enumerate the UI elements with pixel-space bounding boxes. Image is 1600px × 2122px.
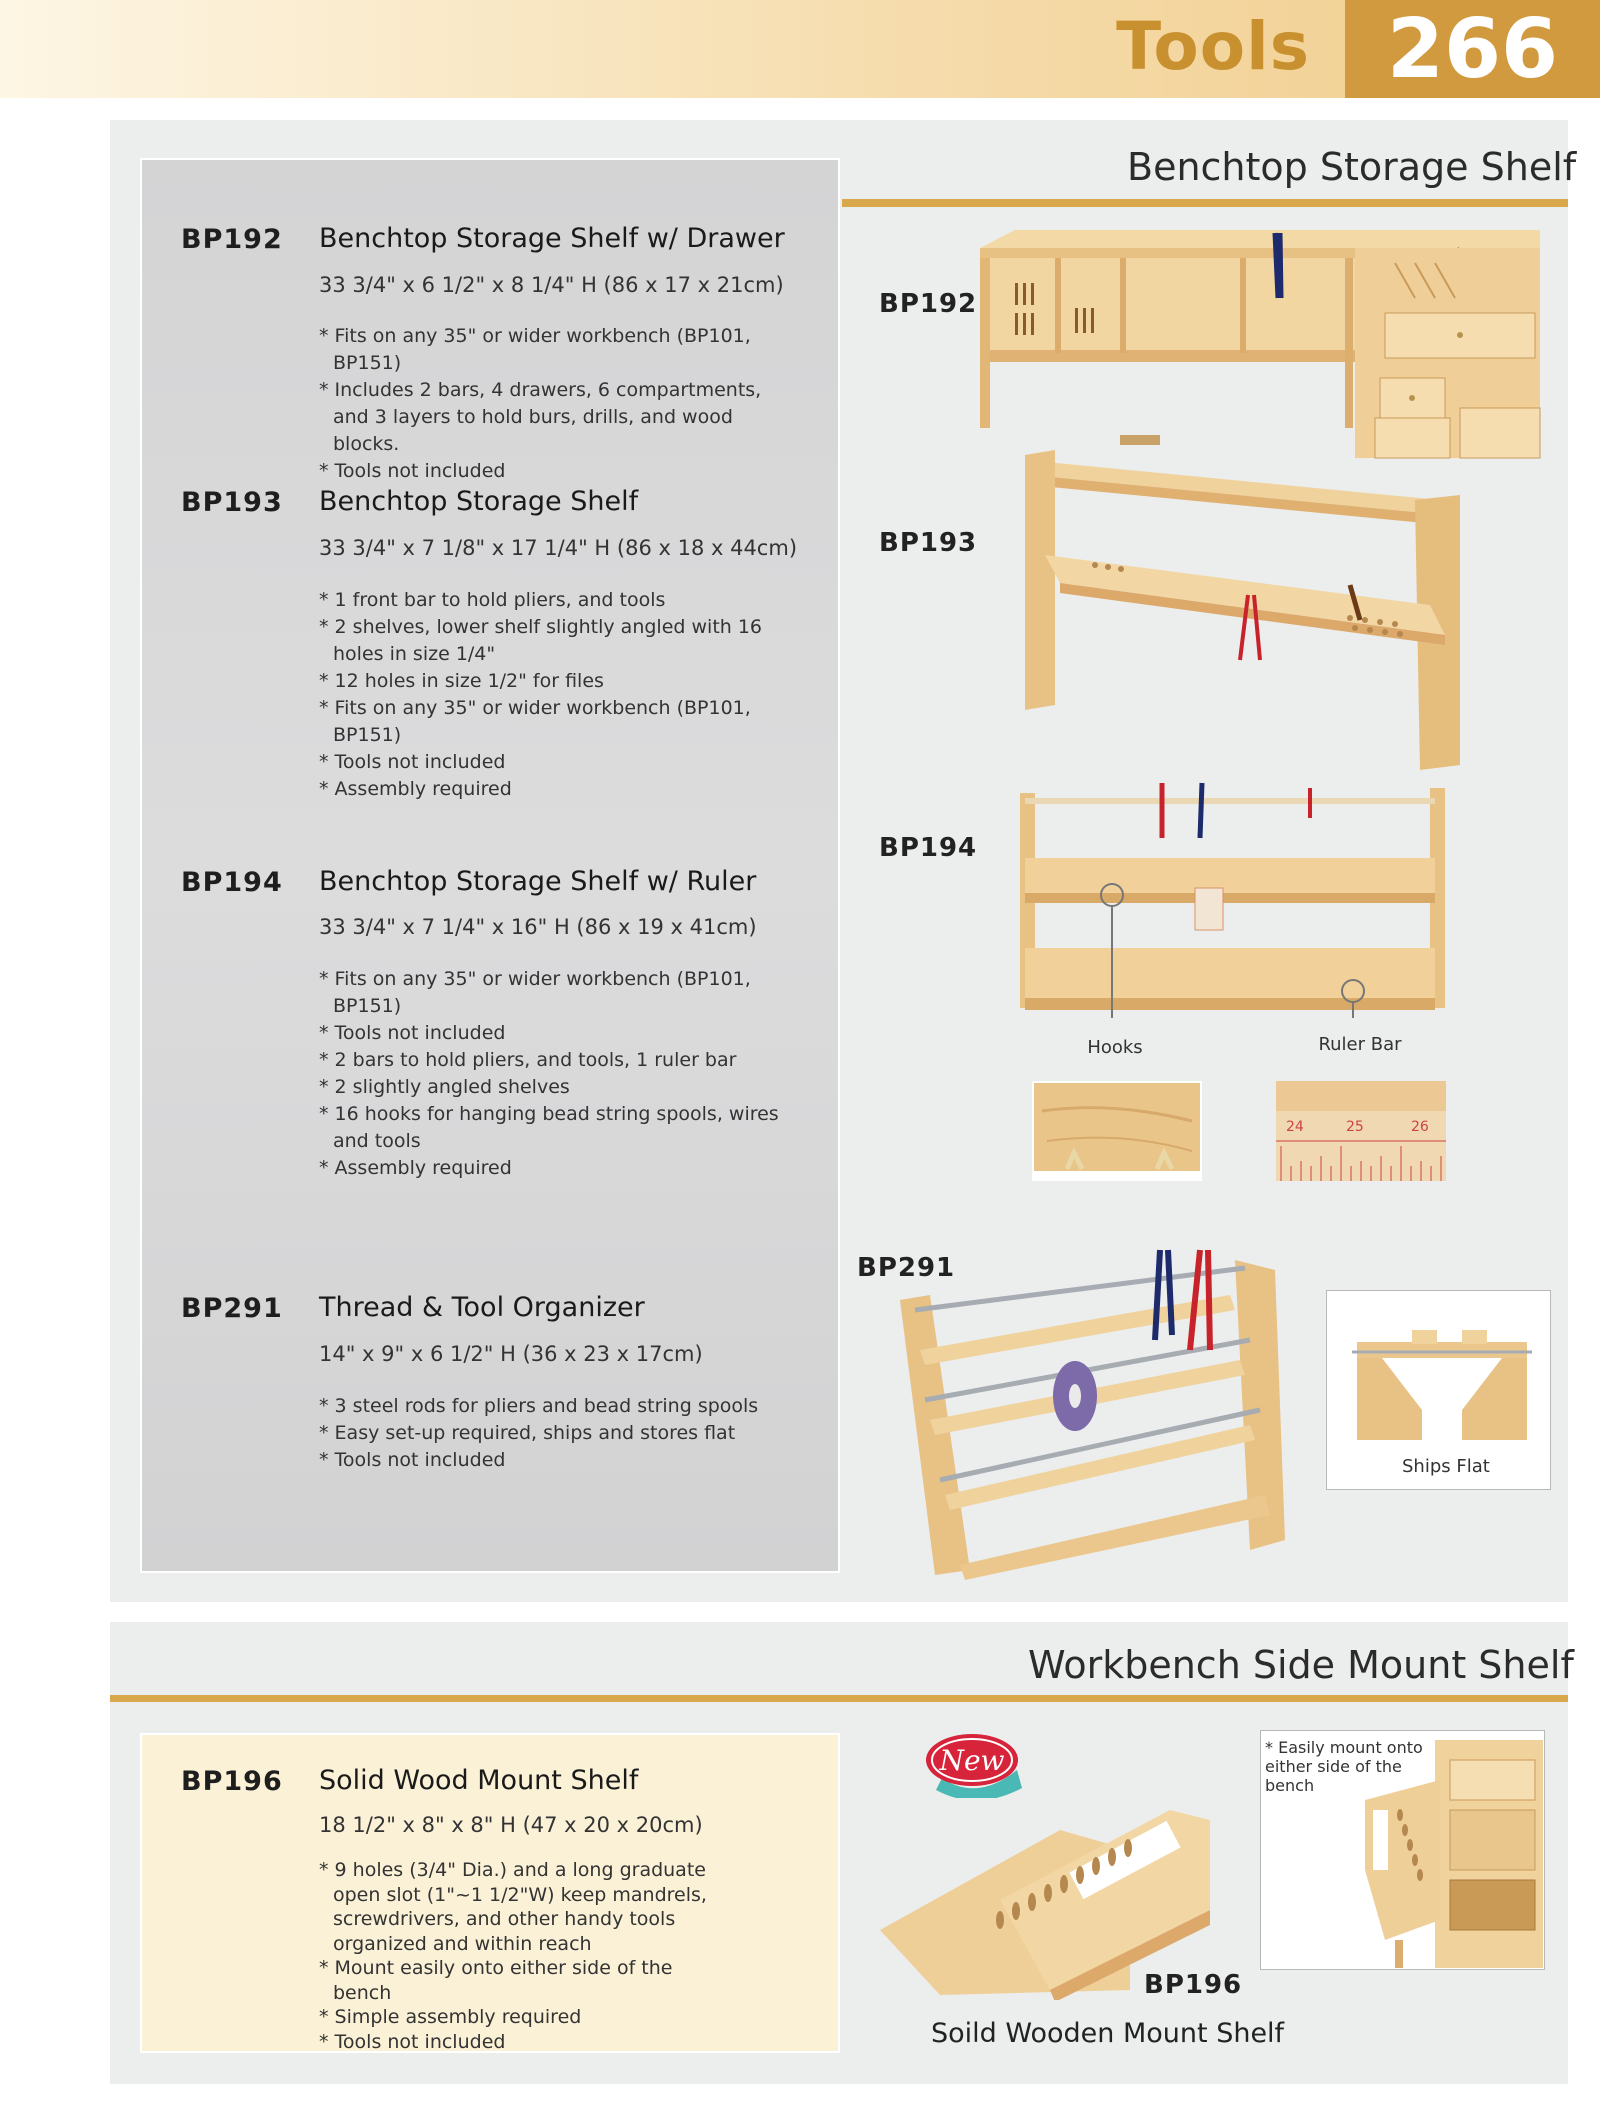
feature-list [319, 1393, 799, 1474]
product-dimensions: 33 3/4" x 7 1/8" x 17 1/4" H (86 x 18 x 44cm) [319, 536, 798, 560]
bp192-shelf-photo [975, 228, 1545, 460]
feature-item: * Tools not included [319, 2030, 506, 2053]
section-title-benchtop: Benchtop Storage Shelf [1127, 145, 1577, 189]
bp194-shelf-photo [1010, 778, 1450, 1018]
image-code-bp192: BP192 [879, 289, 978, 319]
feature-list [319, 1858, 719, 2054]
product-title: Thread & Tool Organizer [319, 1292, 645, 1323]
ships-flat-caption: Ships Flat [1402, 1456, 1490, 1477]
mount-note: * Easily mount onto either side of the bench [1265, 1738, 1423, 1795]
section-name: Tools [1116, 8, 1310, 85]
feature-item: * Simple assembly required [319, 2006, 582, 2028]
ruler-tick-label: 25 [1346, 1119, 1364, 1135]
product-title: Benchtop Storage Shelf w/ Ruler [319, 866, 757, 897]
product-code: BP196 [181, 1766, 283, 1797]
product-code: BP194 [181, 867, 283, 898]
product-dimensions: 18 1/2" x 8" x 8" H (47 x 20 x 20cm) [319, 1813, 703, 1837]
bp196-image-caption: Soild Wooden Mount Shelf [931, 2018, 1285, 2049]
bp193-shelf-photo [1010, 435, 1470, 770]
feature-item: * 1 front bar to hold pliers, and tools [319, 589, 666, 611]
page-number: 266 [1345, 0, 1600, 98]
feature-item: * 9 holes (3/4" Dia.) and a long graduate open slot (1"~1 1/2"W) keep mandrels, screwdrivers, and other handy tools organized and within reach [319, 1859, 707, 1955]
ruler-bar-label: Ruler Bar [1318, 1034, 1402, 1055]
product-title: Solid Wood Mount Shelf [319, 1765, 639, 1796]
new-badge-text: New [939, 1744, 1005, 1777]
feature-item: * 16 hooks for hanging bead string spools, wires and tools [319, 1103, 779, 1152]
feature-item: * 2 shelves, lower shelf slightly angled with 16 holes in size 1/4" [319, 616, 763, 665]
feature-list [319, 966, 789, 1182]
product-code: BP193 [181, 487, 283, 518]
feature-item: * Easy set-up required, ships and stores flat [319, 1422, 736, 1444]
image-code-bp193: BP193 [879, 528, 978, 558]
feature-list [319, 587, 799, 803]
feature-item: * 2 bars to hold pliers, and tools, 1 ruler bar [319, 1049, 737, 1071]
feature-item: * Tools not included [319, 460, 506, 482]
ruler-tick-label: 24 [1286, 1119, 1304, 1135]
product-dimensions: 33 3/4" x 7 1/4" x 16" H (86 x 19 x 41cm) [319, 915, 757, 939]
bp291-organizer-photo [890, 1240, 1290, 1580]
feature-item: * Tools not included [319, 1022, 506, 1044]
feature-item: * Fits on any 35" or wider workbench (BP101, BP151) [319, 697, 751, 746]
product-title: Benchtop Storage Shelf w/ Drawer [319, 223, 785, 254]
ruler-tick-label: 26 [1411, 1119, 1429, 1135]
section-title-side-mount: Workbench Side Mount Shelf [1028, 1643, 1574, 1687]
feature-item: * Assembly required [319, 778, 512, 800]
feature-item: * Mount easily onto either side of the bench [319, 1957, 673, 2004]
feature-item: * 2 slightly angled shelves [319, 1076, 570, 1098]
product-dimensions: 14" x 9" x 6 1/2" H (36 x 23 x 17cm) [319, 1342, 703, 1366]
feature-item: * 12 holes in size 1/2" for files [319, 670, 604, 692]
hooks-label: Hooks [1087, 1037, 1143, 1058]
image-code-bp291: BP291 [857, 1253, 956, 1283]
section-rule [842, 199, 1568, 207]
section-rule [110, 1695, 1568, 1702]
product-code: BP192 [181, 224, 283, 255]
feature-item: * Tools not included [319, 751, 506, 773]
ruler-detail-photo [1276, 1081, 1446, 1181]
feature-item: * Tools not included [319, 1449, 506, 1471]
hooks-detail-photo [1032, 1081, 1202, 1181]
bp196-mount-shelf-photo [880, 1790, 1210, 2000]
product-dimensions: 33 3/4" x 6 1/2" x 8 1/4" H (86 x 17 x 21cm) [319, 273, 784, 297]
feature-item: * 3 steel rods for pliers and bead string spools [319, 1395, 759, 1417]
product-title: Benchtop Storage Shelf [319, 486, 639, 517]
image-code-bp194: BP194 [879, 833, 978, 863]
feature-item: * Fits on any 35" or wider workbench (BP101, BP151) [319, 325, 751, 374]
image-code-bp196: BP196 [1144, 1970, 1243, 2000]
ships-flat-photo [1352, 1330, 1532, 1445]
feature-list [319, 323, 799, 485]
new-badge [922, 1730, 1032, 1798]
product-code: BP291 [181, 1293, 283, 1324]
feature-item: * Fits on any 35" or wider workbench (BP101, BP151) [319, 968, 751, 1017]
feature-item: * Includes 2 bars, 4 drawers, 6 compartments, and 3 layers to hold burs, drills, and wood blocks. [319, 379, 762, 455]
feature-item: * Assembly required [319, 1157, 512, 1179]
